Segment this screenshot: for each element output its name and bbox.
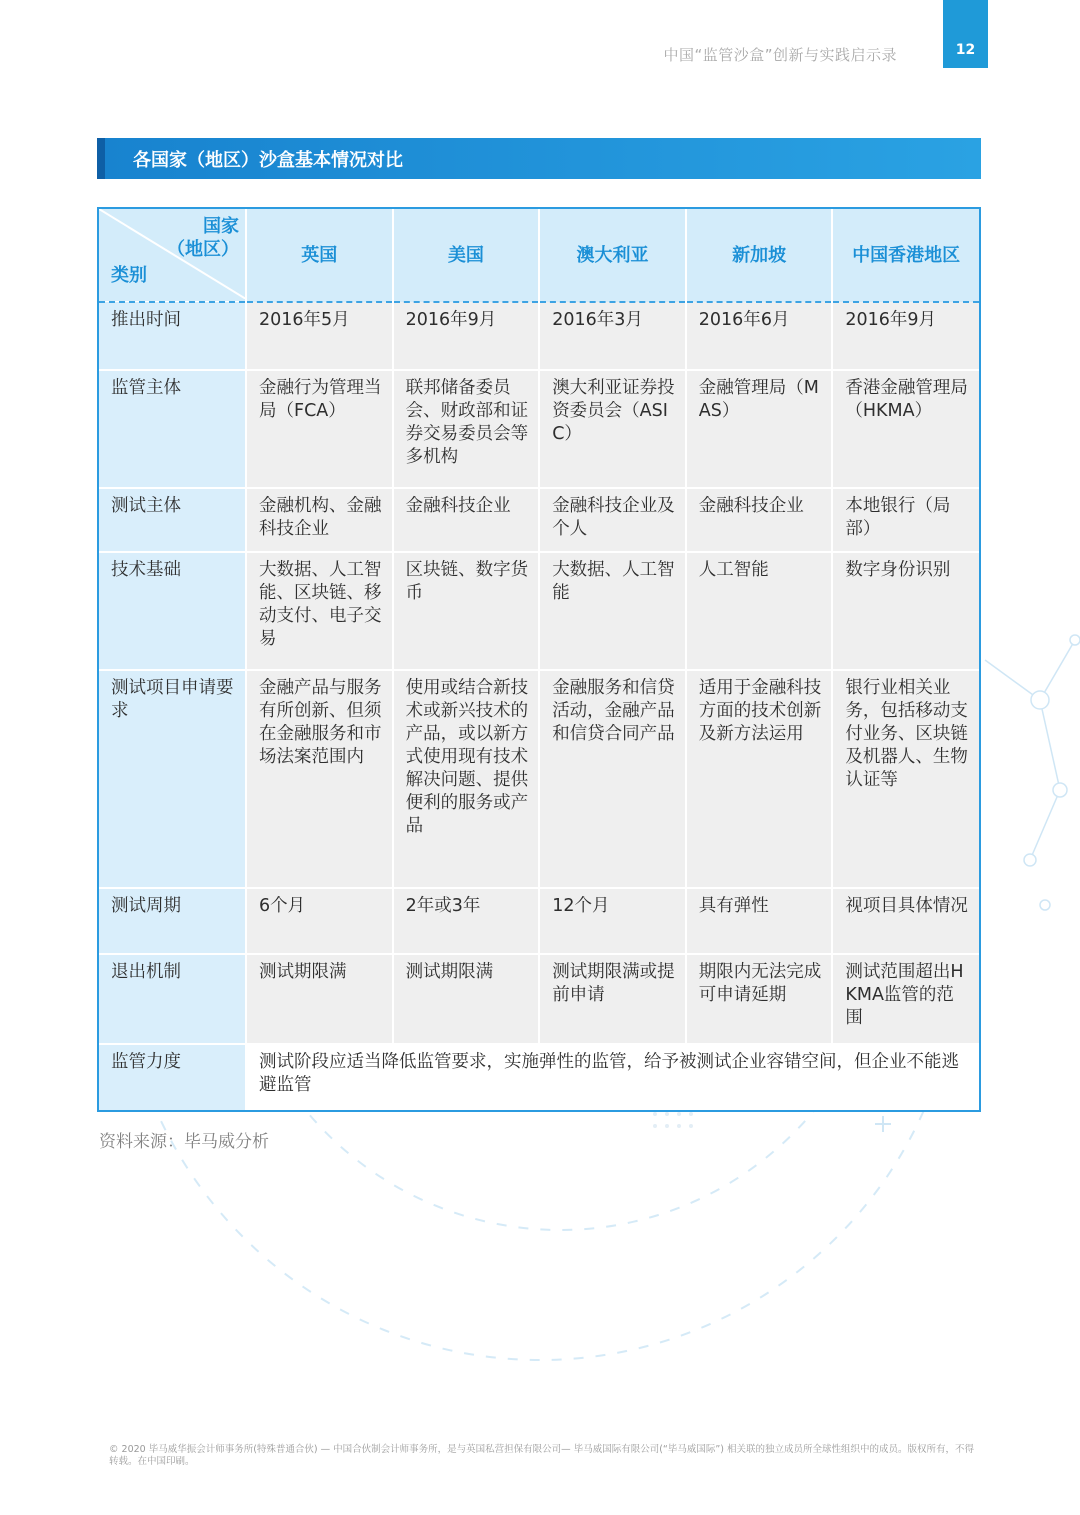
table-cell: 使用或结合新技术或新兴技术的产品，或以新方式使用现有技术解决问题、提供便利的服务或产品 — [393, 670, 540, 888]
table-cell: 视项目具体情况 — [832, 888, 979, 954]
table-row — [99, 552, 979, 670]
table-cell: 2016年9月 — [832, 302, 979, 370]
column-header-uk: 英国 — [246, 209, 393, 302]
page-number: 12 — [943, 0, 988, 68]
comparison-table — [97, 207, 981, 1112]
table-row — [99, 488, 979, 552]
corner-country-label: 国家 （地区） — [167, 216, 239, 260]
row-label: 测试周期 — [99, 888, 246, 954]
column-header-us: 美国 — [393, 209, 540, 302]
table-cell: 金融科技企业 — [393, 488, 540, 552]
column-header-australia: 澳大利亚 — [539, 209, 686, 302]
table-cell: 金融服务和信贷活动，金融产品和信贷合同产品 — [539, 670, 686, 888]
table-cell: 测试范围超出HKMA监管的范围 — [832, 954, 979, 1044]
table-cell: 测试期限满 — [246, 954, 393, 1044]
table-cell: 金融科技企业及个人 — [539, 488, 686, 552]
column-header-hong-kong: 中国香港地区 — [832, 209, 979, 302]
table-cell: 12个月 — [539, 888, 686, 954]
document-title: 中国“监管沙盒”创新与实践启示录 — [663, 46, 897, 64]
table-cell: 金融产品与服务有所创新、但须在金融服务和市场法案范围内 — [246, 670, 393, 888]
corner-category-label: 类别 — [111, 265, 147, 286]
table-cell: 适用于金融科技方面的技术创新及新方法运用 — [686, 670, 833, 888]
table-cell: 大数据、人工智能、区块链、移动支付、电子交易 — [246, 552, 393, 670]
column-header-singapore: 新加坡 — [686, 209, 833, 302]
row-label: 监管主体 — [99, 370, 246, 488]
table-row — [99, 302, 979, 370]
table-cell: 香港金融管理局（HKMA） — [832, 370, 979, 488]
table-cell: 2016年6月 — [686, 302, 833, 370]
section-title: 各国家（地区）沙盒基本情况对比 — [133, 149, 403, 171]
table-corner-cell — [99, 209, 246, 302]
table-cell: 金融科技企业 — [686, 488, 833, 552]
section-title-bar — [97, 138, 981, 179]
table-row — [99, 888, 979, 954]
table-cell: 金融机构、金融科技企业 — [246, 488, 393, 552]
table-cell: 具有弹性 — [686, 888, 833, 954]
footer-copyright: © 2020 毕马威华振会计师事务所(特殊普通合伙) — 中国合伙制会计师事务所，是与英国私营担保有限公司— 毕马威国际有限公司(“毕马威国际”) 相关联的独立成员所全球性组织中的成员。版权所有，不得转载。在中国印刷。 — [109, 1444, 974, 1467]
merged-table-cell: 测试阶段应适当降低监管要求，实施弹性的监管，给予被测试企业容错空间，但企业不能逃避监管 — [246, 1044, 979, 1110]
source-note: 资料来源：毕马威分析 — [99, 1132, 269, 1152]
table-row — [99, 954, 979, 1044]
table-cell: 2016年3月 — [539, 302, 686, 370]
table-cell: 大数据、人工智能 — [539, 552, 686, 670]
table-cell: 金融管理局（MAS） — [686, 370, 833, 488]
table-cell: 本地银行（局部） — [832, 488, 979, 552]
table-cell: 2016年5月 — [246, 302, 393, 370]
row-label: 监管力度 — [99, 1044, 246, 1110]
table-row — [99, 370, 979, 488]
table-cell: 区块链、数字货币 — [393, 552, 540, 670]
table-cell: 数字身份识别 — [832, 552, 979, 670]
table-cell: 澳大利亚证券投资委员会（ASIC） — [539, 370, 686, 488]
table-cell: 测试期限满或提前申请 — [539, 954, 686, 1044]
table-cell: 人工智能 — [686, 552, 833, 670]
table-row — [99, 1044, 979, 1110]
table-cell: 2年或3年 — [393, 888, 540, 954]
table-cell: 联邦储备委员会、财政部和证券交易委员会等多机构 — [393, 370, 540, 488]
table-cell: 2016年9月 — [393, 302, 540, 370]
table-cell: 测试期限满 — [393, 954, 540, 1044]
table-cell: 期限内无法完成可申请延期 — [686, 954, 833, 1044]
row-label: 技术基础 — [99, 552, 246, 670]
row-label: 退出机制 — [99, 954, 246, 1044]
table-cell: 6个月 — [246, 888, 393, 954]
table-header-row — [99, 209, 979, 302]
row-label: 推出时间 — [99, 302, 246, 370]
table-cell: 银行业相关业务，包括移动支付业务、区块链及机器人、生物认证等 — [832, 670, 979, 888]
row-label: 测试主体 — [99, 488, 246, 552]
table-row — [99, 670, 979, 888]
row-label: 测试项目申请要求 — [99, 670, 246, 888]
table-cell: 金融行为管理当局（FCA） — [246, 370, 393, 488]
